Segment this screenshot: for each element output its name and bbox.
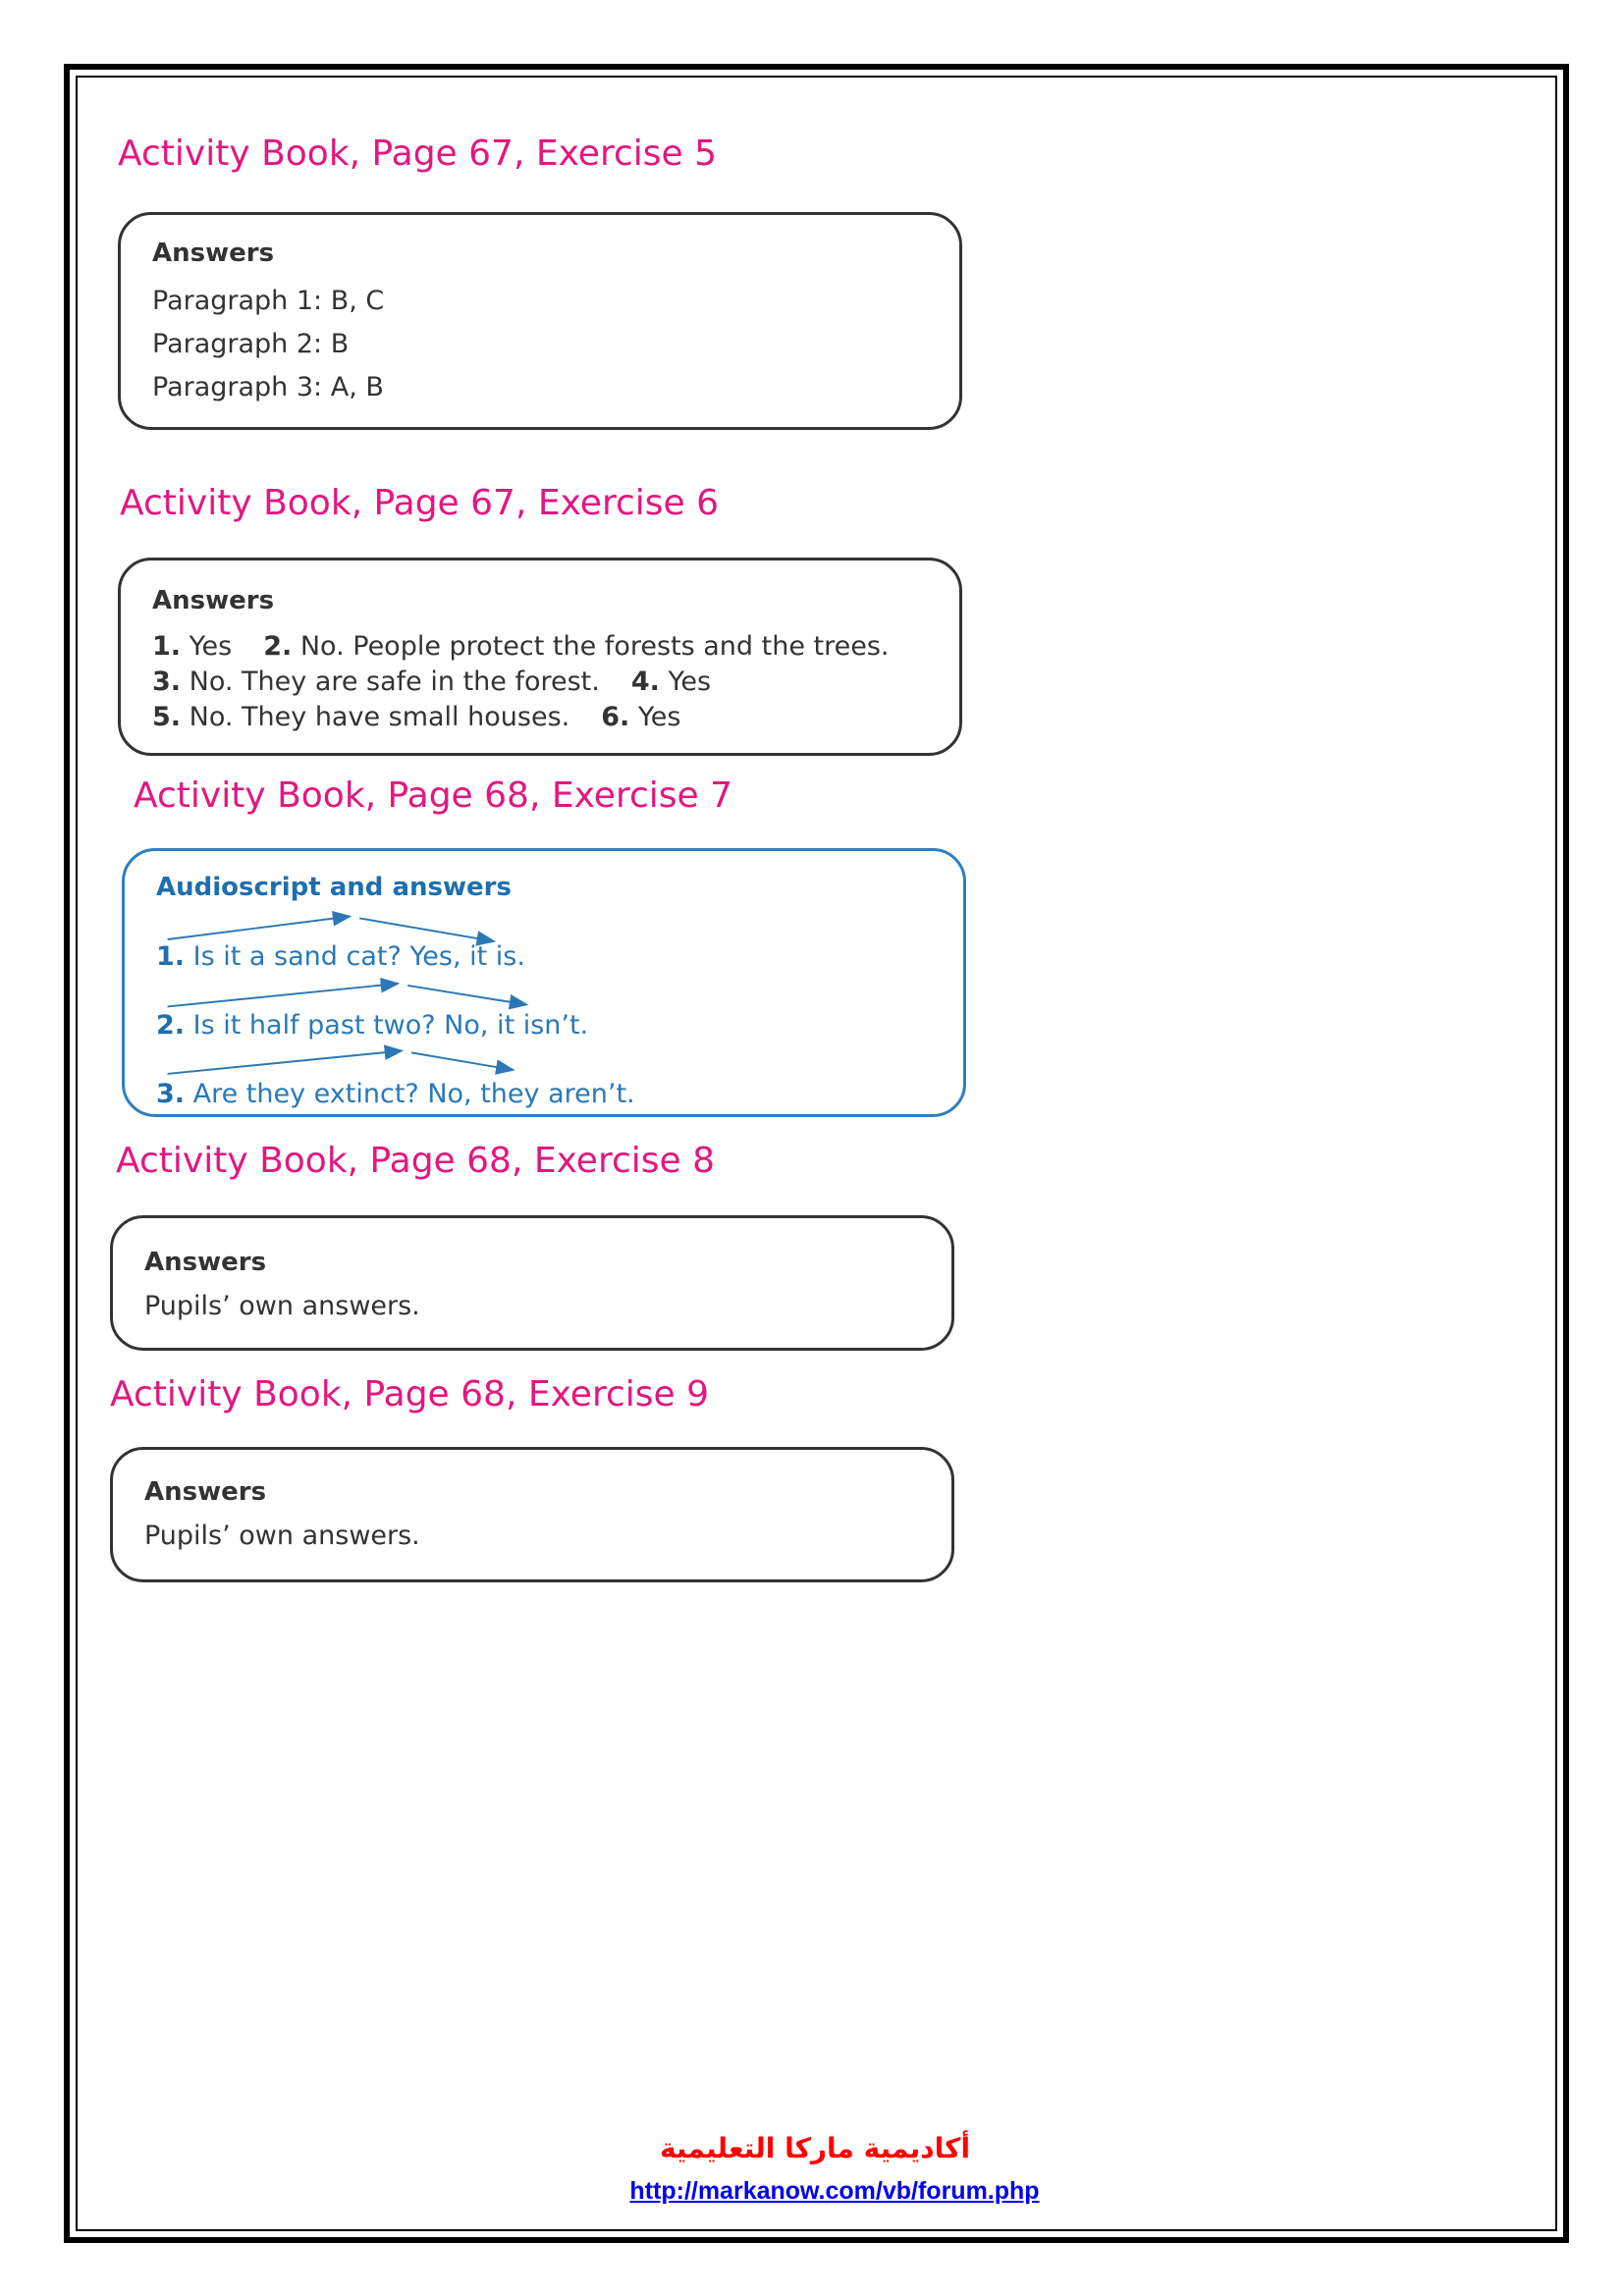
answer-text: No. They have small houses. [181, 702, 570, 732]
answer-text: No. They are safe in the forest. [181, 667, 600, 697]
audioscript-label: Audioscript and answers [156, 873, 512, 902]
falling-arrow [407, 986, 526, 1005]
heading-exercise-5: Activity Book, Page 67, Exercise 5 [118, 133, 717, 174]
falling-arrow [359, 918, 494, 940]
answer-number: 6. [601, 702, 630, 732]
answer-row [152, 631, 890, 662]
answer-line: Paragraph 2: B [152, 329, 350, 359]
answer-number: 3. [152, 667, 182, 697]
answer-box-exercise-8 [110, 1215, 954, 1351]
answer-text: Yes [629, 702, 681, 732]
heading-exercise-6: Activity Book, Page 67, Exercise 6 [120, 483, 719, 523]
answer-line: Pupils’ own answers. [144, 1521, 420, 1551]
audioscript-item [156, 941, 525, 972]
answers-label: Answers [144, 1477, 267, 1507]
heading-exercise-9: Activity Book, Page 68, Exercise 9 [110, 1374, 709, 1415]
heading-exercise-7: Activity Book, Page 68, Exercise 7 [134, 775, 732, 816]
answer-text: No. People protect the forests and the trees. [292, 631, 890, 662]
item-number: 2. [156, 1010, 186, 1041]
item-text: Is it half past two? No, it isn’t. [185, 1010, 589, 1041]
answer-number: 5. [152, 702, 182, 732]
rising-arrow [168, 917, 351, 939]
answer-line: Pupils’ own answers. [144, 1291, 420, 1321]
heading-exercise-8: Activity Book, Page 68, Exercise 8 [116, 1141, 715, 1181]
answer-line: Paragraph 3: A, B [152, 372, 384, 402]
answer-row [152, 667, 711, 697]
audioscript-item [156, 1010, 588, 1041]
answer-line: Paragraph 1: B, C [152, 286, 385, 316]
audioscript-box-exercise-7 [122, 848, 966, 1117]
answer-box-exercise-5 [118, 212, 962, 430]
answer-number: 2. [263, 631, 293, 662]
falling-arrow [411, 1052, 514, 1070]
answer-box-exercise-9 [110, 1447, 954, 1582]
footer-academy-name: أكاديمية ماركا التعليمية [659, 2132, 971, 2164]
answers-label: Answers [152, 239, 275, 268]
item-number: 1. [156, 941, 186, 972]
answers-label: Answers [144, 1248, 267, 1277]
item-text: Is it a sand cat? Yes, it is. [185, 941, 525, 972]
answer-number: 4. [630, 667, 660, 697]
rising-arrow [168, 984, 399, 1006]
footer-forum-link[interactable]: http://markanow.com/vb/forum.php [629, 2177, 1040, 2205]
audioscript-item [156, 1079, 635, 1109]
rising-arrow [168, 1050, 403, 1073]
answer-text: Yes [659, 667, 712, 697]
answer-text: Yes [181, 631, 233, 662]
item-number: 3. [156, 1079, 186, 1109]
answers-label: Answers [152, 586, 275, 615]
item-text: Are they extinct? No, they aren’t. [185, 1079, 635, 1109]
answer-row [152, 702, 680, 732]
answer-number: 1. [152, 631, 182, 662]
answer-box-exercise-6 [118, 558, 962, 756]
